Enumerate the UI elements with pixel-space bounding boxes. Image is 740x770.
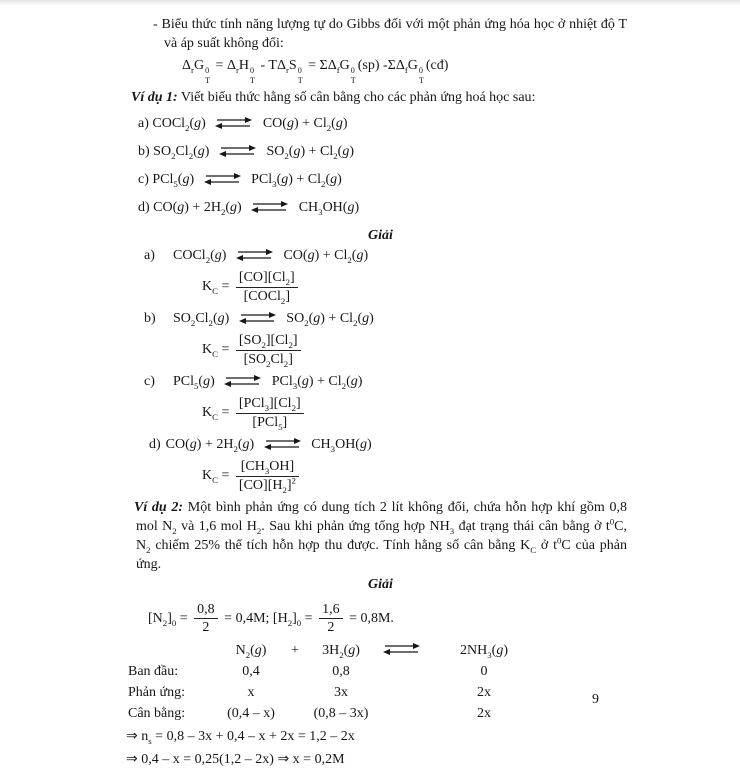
- solution-d-reaction-line: [149, 436, 627, 457]
- ice-equilibrium-h2: (0,8 – 3x): [313, 706, 369, 722]
- solution-a-reaction-line: [144, 247, 627, 268]
- solution-d-label: d): [149, 437, 161, 453]
- reaction-item-d: d) $CO(g) + 2H_2(g)$ $CH_3OH(g)$: [138, 199, 627, 220]
- ice-row-equilibrium: [128, 705, 538, 726]
- ice-change-n2: x: [247, 685, 255, 701]
- ice-header-h2: $3H_2(g)$: [322, 642, 360, 660]
- equilibrium-arrow-icon: [223, 374, 263, 394]
- total-moles-equation: ⇒ $n_s = 0,8 - 3x + 0,4 - x + 2x = 1,2 - 2x$: [126, 729, 355, 746]
- solution-c-label: c): [144, 374, 155, 390]
- kc-expression-a: $K_C$ = $\frac{[CO][Cl_2]}{[COCl_2]}$: [202, 269, 627, 305]
- ice-row-change: [128, 684, 538, 705]
- ice-header-nh3: $2NH_3(g)$: [460, 642, 508, 660]
- equilibrium-arrow-icon: [250, 200, 290, 220]
- solution-b: [134, 310, 627, 368]
- equilibrium-arrow-icon: [238, 311, 278, 331]
- kc-expression-d: $K_C$ = $\frac{[CH_3OH]}{[CO][H_2]^2}$: [202, 458, 627, 494]
- solution-heading-1: Giải: [368, 227, 393, 243]
- ice-initial-nh3: 0: [480, 664, 488, 680]
- ice-header-empty: [128, 641, 220, 664]
- ice-row-initial: [128, 663, 538, 684]
- gibbs-intro-paragraph: - Biểu thức tính năng lượng tự do Gibbs đối với một phản ứng hóa học ở nhiệt độ T và áp suất không đổi:: [153, 17, 627, 51]
- solution-b-reaction: $SO_2Cl_2(g) SO_2(g) + Cl_2(g)$: [173, 311, 374, 326]
- solution-c-reaction-line: [144, 373, 627, 394]
- ice-row-change-label: Phản ứng:: [128, 685, 185, 701]
- page-number: 9: [592, 692, 599, 707]
- ice-initial-h2: 0,8: [332, 664, 350, 680]
- gibbs-free-energy-equation: $\Delta_rG$ 0 T = $\Delta_rH$ 0 T - $T\Delta_rS$ 0 T = $\Sigma\Delta_fG$ 0 T (sp) $-\Sigma\Delta_fG$ 0 T (cđ): [182, 57, 449, 85]
- example-2-paragraph: Ví dụ 2: Một bình phản ứng có dung tích 2 lít không đổi, chứa hỗn hợp khí gồm 0,8 mol $N_2$ và 1,6 mol $H_2$. Sau khi phản ứng tổng hợp $NH_3$ đạt trạng thái cân bằng ở $t^0C$, $N_2$ chiếm 25% thể tích hỗn hợp thu được. Tính hằng số cân bằng $K_C$ ở $t^0C$ của phản ứng.: [134, 500, 628, 572]
- reaction-item-a: a) COCl$_2$(g) $CO(g) + Cl_2(g)$: [138, 115, 627, 136]
- ice-table: [128, 641, 538, 727]
- ice-equilibrium-nh3: 2x: [477, 706, 491, 722]
- ice-change-nh3: 2x: [477, 685, 491, 701]
- reaction-item-b: b) $SO_2Cl_2(g) SO_2(g) + Cl_2(g)$: [138, 143, 627, 164]
- kc-expression-c: $K_C$ = $\frac{[PCl_3][Cl_2]}{[PCl_5]}$: [202, 395, 627, 431]
- solution-d-reaction: $CO(g) + 2H_2(g)$ $CH_3OH(g)$: [166, 437, 372, 452]
- ice-row-initial-label: Ban đầu:: [128, 664, 179, 680]
- equilibrium-arrow-icon: [235, 248, 275, 268]
- solution-b-reaction-line: [144, 310, 627, 331]
- plus-sign: +: [291, 642, 299, 658]
- ice-initial-n2: 0,4: [242, 664, 260, 680]
- solution-b-label: b): [144, 311, 156, 327]
- solution-c-reaction: PCl$_5$(g) $PCl_3(g) + Cl_2(g)$: [173, 374, 362, 389]
- ice-header-row: [128, 641, 538, 664]
- equilibrium-arrow-icon: [263, 437, 303, 457]
- page-top-edge: [0, 0, 740, 5]
- solution-heading-2: Giải: [368, 576, 393, 592]
- solution-d: [134, 436, 627, 494]
- ice-header-n2: $N_2(g)$: [235, 642, 267, 660]
- solution-a: [134, 247, 627, 305]
- ice-header-arrow: [374, 641, 430, 664]
- equilibrium-arrow-icon: [214, 116, 254, 136]
- reaction-item-c: c) PCl$_5$(g) $PCl_3(g) + Cl_2(g)$: [138, 171, 627, 192]
- initial-concentrations-equation: $[N_2]_0$ = $\frac{0,8}{2}$ = 0,4M; $[H_2]_0$ = $\frac{1,6}{2}$ = 0,8M.: [148, 601, 394, 635]
- solution-a-reaction: COCl$_2$(g) $CO(g) + Cl_2(g)$: [173, 248, 368, 263]
- reaction-list: [134, 115, 627, 220]
- solve-x-equation: ⇒ 0,4 – x = 0,25(1,2 – 2x) ⇒ x = 0,2M: [126, 751, 345, 767]
- ice-change-h2: 3x: [334, 685, 348, 701]
- solution-a-label: a): [144, 248, 155, 264]
- kc-expression-b: $K_C$ = $\frac{[SO_2][Cl_2]}{[SO_2Cl_2]}$: [202, 332, 627, 368]
- ice-row-equilibrium-label: Cân bằng:: [128, 706, 186, 722]
- example-1-heading: Ví dụ 1: Viết biểu thức hằng số cân bằng cho các phản ứng hoá học sau:: [131, 90, 536, 106]
- equilibrium-arrow-icon: [218, 144, 258, 164]
- equilibrium-arrow-icon: [382, 642, 422, 662]
- ice-equilibrium-n2: (0,4 – x): [227, 706, 275, 722]
- solution-c: [134, 373, 627, 431]
- equilibrium-arrow-icon: [203, 172, 243, 192]
